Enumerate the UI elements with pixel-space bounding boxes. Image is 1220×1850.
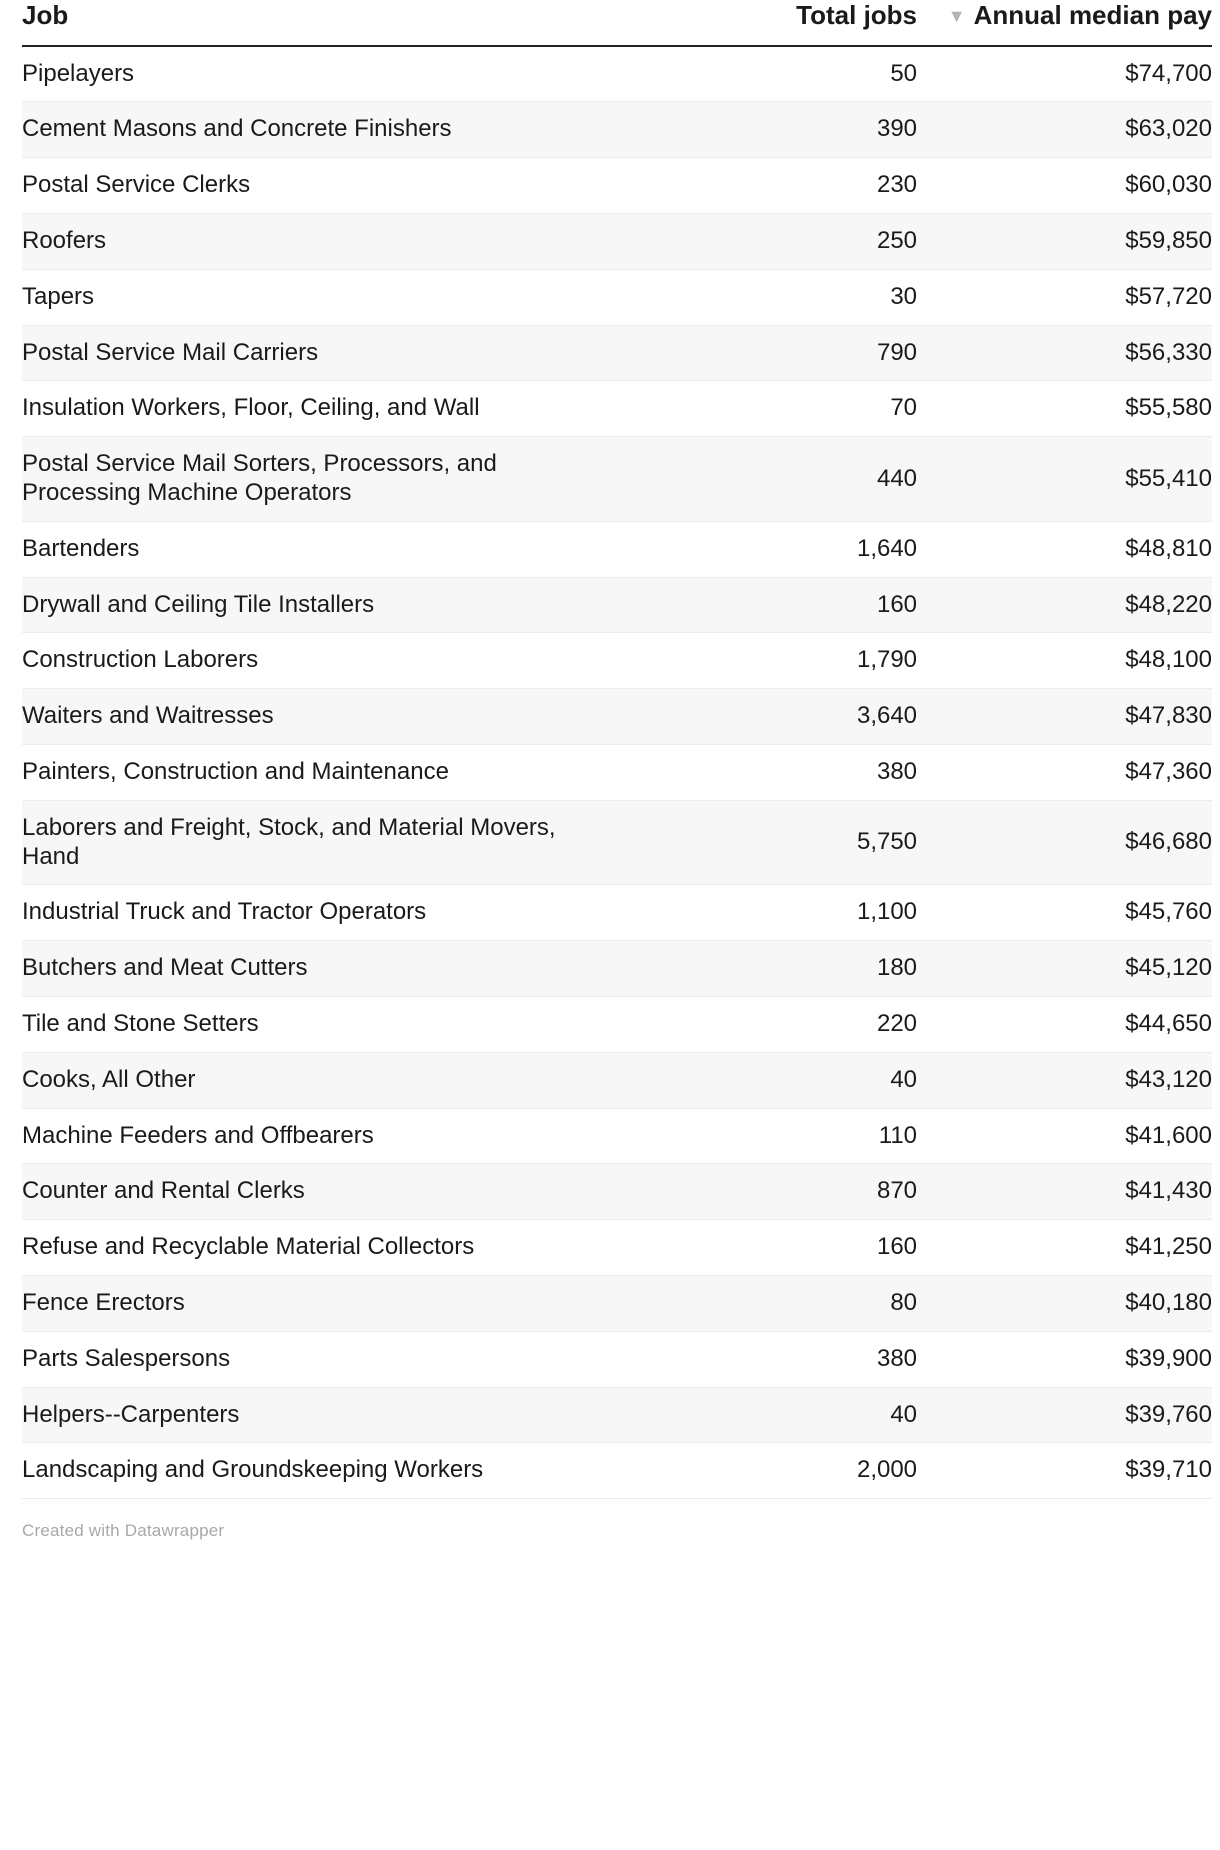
table-row xyxy=(22,521,1212,577)
cell-total-jobs: 180 xyxy=(592,941,917,997)
cell-total-jobs: 160 xyxy=(592,1220,917,1276)
cell-job: Machine Feeders and Offbearers xyxy=(22,1108,592,1164)
table-row xyxy=(22,46,1212,102)
datawrapper-credit[interactable]: Created with Datawrapper xyxy=(22,1521,225,1541)
cell-total-jobs: 50 xyxy=(592,46,917,102)
cell-total-jobs: 230 xyxy=(592,158,917,214)
table-row xyxy=(22,941,1212,997)
cell-total-jobs: 3,640 xyxy=(592,689,917,745)
cell-annual-median-pay: $57,720 xyxy=(917,269,1212,325)
cell-job: Cement Masons and Concrete Finishers xyxy=(22,102,592,158)
cell-annual-median-pay: $41,600 xyxy=(917,1108,1212,1164)
table-row xyxy=(22,102,1212,158)
cell-annual-median-pay: $44,650 xyxy=(917,997,1212,1053)
cell-annual-median-pay: $47,360 xyxy=(917,745,1212,801)
cell-total-jobs: 870 xyxy=(592,1164,917,1220)
cell-annual-median-pay: $48,100 xyxy=(917,633,1212,689)
cell-total-jobs: 220 xyxy=(592,997,917,1053)
table-header-row xyxy=(22,0,1212,46)
cell-total-jobs: 70 xyxy=(592,381,917,437)
table-row xyxy=(22,269,1212,325)
cell-job: Refuse and Recyclable Material Collectors xyxy=(22,1220,592,1276)
cell-annual-median-pay: $46,680 xyxy=(917,800,1212,885)
cell-annual-median-pay: $43,120 xyxy=(917,1052,1212,1108)
cell-annual-median-pay: $41,250 xyxy=(917,1220,1212,1276)
cell-total-jobs: 790 xyxy=(592,325,917,381)
cell-annual-median-pay: $45,760 xyxy=(917,885,1212,941)
cell-job: Bartenders xyxy=(22,521,592,577)
cell-job: Cooks, All Other xyxy=(22,1052,592,1108)
cell-total-jobs: 40 xyxy=(592,1052,917,1108)
cell-job: Pipelayers xyxy=(22,46,592,102)
table-row xyxy=(22,1052,1212,1108)
cell-annual-median-pay: $56,330 xyxy=(917,325,1212,381)
cell-job: Painters, Construction and Maintenance xyxy=(22,745,592,801)
table-row xyxy=(22,158,1212,214)
cell-total-jobs: 30 xyxy=(592,269,917,325)
cell-total-jobs: 1,790 xyxy=(592,633,917,689)
cell-annual-median-pay: $55,410 xyxy=(917,437,1212,522)
cell-total-jobs: 390 xyxy=(592,102,917,158)
cell-total-jobs: 40 xyxy=(592,1387,917,1443)
cell-job: Helpers--Carpenters xyxy=(22,1387,592,1443)
cell-job: Tile and Stone Setters xyxy=(22,997,592,1053)
cell-total-jobs: 160 xyxy=(592,577,917,633)
cell-annual-median-pay: $45,120 xyxy=(917,941,1212,997)
cell-annual-median-pay: $55,580 xyxy=(917,381,1212,437)
table-row xyxy=(22,381,1212,437)
cell-total-jobs: 380 xyxy=(592,745,917,801)
table-row xyxy=(22,800,1212,885)
cell-job: Drywall and Ceiling Tile Installers xyxy=(22,577,592,633)
table-row xyxy=(22,745,1212,801)
table-row xyxy=(22,1443,1212,1499)
cell-job: Postal Service Mail Sorters, Processors, and Processing Machine Operators xyxy=(22,437,592,522)
cell-annual-median-pay: $47,830 xyxy=(917,689,1212,745)
cell-job: Butchers and Meat Cutters xyxy=(22,941,592,997)
column-header-job[interactable] xyxy=(22,0,592,46)
table-row xyxy=(22,1387,1212,1443)
cell-job: Roofers xyxy=(22,214,592,270)
cell-total-jobs: 2,000 xyxy=(592,1443,917,1499)
cell-annual-median-pay: $74,700 xyxy=(917,46,1212,102)
column-header-annual-median-pay-label: Annual median pay xyxy=(973,0,1212,30)
cell-annual-median-pay: $63,020 xyxy=(917,102,1212,158)
table-row xyxy=(22,1164,1212,1220)
cell-annual-median-pay: $39,900 xyxy=(917,1331,1212,1387)
table-row xyxy=(22,1331,1212,1387)
jobs-pay-table xyxy=(22,0,1212,1499)
table-row xyxy=(22,689,1212,745)
table-header xyxy=(22,0,1212,46)
cell-job: Fence Erectors xyxy=(22,1276,592,1332)
cell-annual-median-pay: $60,030 xyxy=(917,158,1212,214)
cell-annual-median-pay: $41,430 xyxy=(917,1164,1212,1220)
column-header-annual-median-pay[interactable] xyxy=(917,0,1212,46)
cell-job: Postal Service Clerks xyxy=(22,158,592,214)
cell-annual-median-pay: $40,180 xyxy=(917,1276,1212,1332)
table-row xyxy=(22,997,1212,1053)
column-header-job-label: Job xyxy=(22,0,69,30)
cell-total-jobs: 80 xyxy=(592,1276,917,1332)
cell-annual-median-pay: $39,710 xyxy=(917,1443,1212,1499)
cell-annual-median-pay: $48,810 xyxy=(917,521,1212,577)
cell-total-jobs: 1,640 xyxy=(592,521,917,577)
table-row xyxy=(22,577,1212,633)
table-row xyxy=(22,437,1212,522)
table-row xyxy=(22,1220,1212,1276)
cell-job: Counter and Rental Clerks xyxy=(22,1164,592,1220)
cell-job: Waiters and Waitresses xyxy=(22,689,592,745)
cell-job: Tapers xyxy=(22,269,592,325)
column-header-total-jobs[interactable] xyxy=(592,0,917,46)
cell-total-jobs: 380 xyxy=(592,1331,917,1387)
table-row xyxy=(22,1276,1212,1332)
cell-annual-median-pay: $39,760 xyxy=(917,1387,1212,1443)
cell-total-jobs: 110 xyxy=(592,1108,917,1164)
cell-annual-median-pay: $59,850 xyxy=(917,214,1212,270)
column-header-total-jobs-label: Total jobs xyxy=(796,0,918,30)
table-row xyxy=(22,214,1212,270)
table-row xyxy=(22,1108,1212,1164)
table-row xyxy=(22,633,1212,689)
cell-job: Postal Service Mail Carriers xyxy=(22,325,592,381)
cell-job: Industrial Truck and Tractor Operators xyxy=(22,885,592,941)
cell-total-jobs: 1,100 xyxy=(592,885,917,941)
cell-job: Construction Laborers xyxy=(22,633,592,689)
table-body xyxy=(22,46,1212,1499)
sort-descending-icon: ▼ xyxy=(947,6,966,26)
cell-annual-median-pay: $48,220 xyxy=(917,577,1212,633)
cell-job: Insulation Workers, Floor, Ceiling, and Wall xyxy=(22,381,592,437)
cell-job: Laborers and Freight, Stock, and Material Movers, Hand xyxy=(22,800,592,885)
cell-total-jobs: 440 xyxy=(592,437,917,522)
cell-job: Landscaping and Groundskeeping Workers xyxy=(22,1443,592,1499)
cell-total-jobs: 250 xyxy=(592,214,917,270)
cell-total-jobs: 5,750 xyxy=(592,800,917,885)
table-row xyxy=(22,885,1212,941)
cell-job: Parts Salespersons xyxy=(22,1331,592,1387)
table-row xyxy=(22,325,1212,381)
